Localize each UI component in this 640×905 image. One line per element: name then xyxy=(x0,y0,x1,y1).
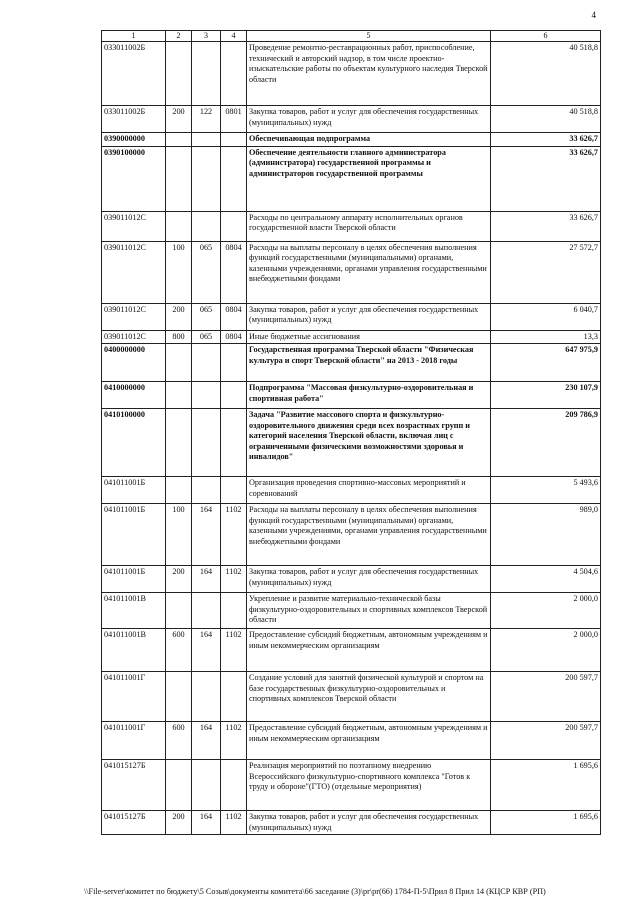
row-col4-cell: 0804 xyxy=(221,241,247,303)
row-code-cell: 039011012С xyxy=(102,241,166,303)
row-name-cell: Иные бюджетные ассигнования xyxy=(247,330,491,344)
row-name-cell: Реализация мероприятий по поэтапному внедрению Всероссийского физкультурно-спортивного комплекса "Готов к труду и обороне"(ГТО) (отдельные мероприятия) xyxy=(247,760,491,811)
table-row xyxy=(102,504,601,566)
row-name-cell: Закупка товаров, работ и услуг для обеспечения государственных (муниципальных) нужд xyxy=(247,303,491,330)
row-col4-cell: 1102 xyxy=(221,504,247,566)
row-amount-cell: 1 695,6 xyxy=(491,760,601,811)
row-col3-cell: 164 xyxy=(192,504,221,566)
row-amount-cell: 5 493,6 xyxy=(491,477,601,504)
row-col2-cell: 100 xyxy=(166,504,192,566)
row-amount-cell: 33 626,7 xyxy=(491,211,601,241)
row-col3-cell xyxy=(192,760,221,811)
row-col4-cell xyxy=(221,760,247,811)
row-col4-cell xyxy=(221,382,247,409)
budget-table xyxy=(101,30,601,835)
row-col2-cell: 800 xyxy=(166,330,192,344)
row-col3-cell xyxy=(192,211,221,241)
page-number: 4 xyxy=(591,10,596,20)
row-col3-cell: 164 xyxy=(192,811,221,835)
row-code-cell: 0410100000 xyxy=(102,409,166,477)
row-name-cell: Обеспечивающая подпрограмма xyxy=(247,133,491,147)
row-name-cell: Предоставление субсидий бюджетным, автономным учреждениям и иным некоммерческим организациям xyxy=(247,722,491,760)
row-col4-cell: 1102 xyxy=(221,629,247,672)
table-row xyxy=(102,382,601,409)
row-col4-cell xyxy=(221,477,247,504)
row-name-cell: Организация проведения спортивно-массовых мероприятий и соревнований xyxy=(247,477,491,504)
row-amount-cell: 27 572,7 xyxy=(491,241,601,303)
row-amount-cell: 200 597,7 xyxy=(491,672,601,722)
row-col4-cell: 1102 xyxy=(221,722,247,760)
row-col3-cell: 065 xyxy=(192,303,221,330)
row-code-cell: 039011012С xyxy=(102,211,166,241)
row-name-cell: Закупка товаров, работ и услуг для обеспечения государственных (муниципальных) нужд xyxy=(247,566,491,593)
row-code-cell: 041011001Г xyxy=(102,722,166,760)
row-col2-cell: 200 xyxy=(166,811,192,835)
row-amount-cell: 33 626,7 xyxy=(491,133,601,147)
header-cell: 2 xyxy=(166,31,192,42)
table-row xyxy=(102,593,601,629)
table-row xyxy=(102,629,601,672)
header-cell: 3 xyxy=(192,31,221,42)
row-col4-cell xyxy=(221,409,247,477)
row-name-cell: Укрепление и развитие материально-технической базы физкультурно-оздоровительных и спортивных комплексов Тверской области xyxy=(247,593,491,629)
row-code-cell: 041011001В xyxy=(102,593,166,629)
row-col3-cell: 164 xyxy=(192,722,221,760)
table-row xyxy=(102,344,601,382)
row-col3-cell: 065 xyxy=(192,330,221,344)
row-name-cell: Закупка товаров, работ и услуг для обеспечения государственных (муниципальных) нужд xyxy=(247,811,491,835)
row-name-cell: Расходы по центральному аппарату исполнительных органов государственной власти Тверской области xyxy=(247,211,491,241)
row-col2-cell: 600 xyxy=(166,629,192,672)
row-col3-cell xyxy=(192,593,221,629)
row-code-cell: 041011001В xyxy=(102,629,166,672)
row-col3-cell xyxy=(192,409,221,477)
header-cell: 6 xyxy=(491,31,601,42)
row-col2-cell xyxy=(166,477,192,504)
table-row xyxy=(102,330,601,344)
row-col3-cell: 164 xyxy=(192,629,221,672)
row-col3-cell: 122 xyxy=(192,106,221,133)
row-code-cell: 041011001Б xyxy=(102,566,166,593)
row-name-cell: Задача "Развитие массового спорта и физкультурно-оздоровительного движения среди всех возрастных групп и категорий населения Тверской области, включая лиц с ограниченными физическими возможностями здоровья и инвалидов" xyxy=(247,409,491,477)
row-col4-cell xyxy=(221,133,247,147)
row-col2-cell xyxy=(166,593,192,629)
row-amount-cell: 2 000,0 xyxy=(491,593,601,629)
row-code-cell: 0400000000 xyxy=(102,344,166,382)
row-name-cell: Расходы на выплаты персоналу в целях обеспечения выполнения функций государственными (муниципальными) органами, казенными учреждениями, органами управления государственными внебюджетными фондами xyxy=(247,241,491,303)
row-amount-cell: 13,3 xyxy=(491,330,601,344)
row-name-cell: Предоставление субсидий бюджетным, автономным учреждениям и иным некоммерческим организациям xyxy=(247,629,491,672)
row-col4-cell xyxy=(221,211,247,241)
row-col2-cell xyxy=(166,211,192,241)
row-code-cell: 039011012С xyxy=(102,330,166,344)
row-amount-cell: 230 107,9 xyxy=(491,382,601,409)
header-cell: 1 xyxy=(102,31,166,42)
table-row xyxy=(102,566,601,593)
row-col2-cell: 200 xyxy=(166,566,192,593)
row-col3-cell xyxy=(192,344,221,382)
row-col3-cell xyxy=(192,146,221,211)
row-code-cell: 0410000000 xyxy=(102,382,166,409)
row-name-cell: Создание условий для занятий физической культурой и спортом на базе государственных физкультурно-оздоровительных и спортивных комплексов Тверской области xyxy=(247,672,491,722)
row-amount-cell: 33 626,7 xyxy=(491,146,601,211)
row-col2-cell: 200 xyxy=(166,106,192,133)
row-code-cell: 039011012С xyxy=(102,303,166,330)
file-path-footer: \\File-server\комитет по бюджету\5 Созыв\документы комитета\66 заседание (3)\pr\pr(66) 1784-П-5\Прил 8 Прил 14 (КЦСР КВР (РП) xyxy=(84,887,546,896)
row-name-cell: Подпрограмма "Массовая физкультурно-оздоровительная и спортивная работа" xyxy=(247,382,491,409)
row-name-cell: Закупка товаров, работ и услуг для обеспечения государственных (муниципальных) нужд xyxy=(247,106,491,133)
row-col2-cell: 100 xyxy=(166,241,192,303)
row-amount-cell: 209 786,9 xyxy=(491,409,601,477)
row-name-cell: Проведение ремонтно-реставрационных работ, приспособление, технический и авторский надзор, в том числе проектно-изыскательские работы по объектам культурного наследия Тверской области xyxy=(247,42,491,106)
row-col3-cell xyxy=(192,133,221,147)
table-row xyxy=(102,211,601,241)
row-col3-cell xyxy=(192,382,221,409)
row-col4-cell xyxy=(221,672,247,722)
table-row xyxy=(102,672,601,722)
row-code-cell: 041011001Б xyxy=(102,504,166,566)
row-col4-cell: 0804 xyxy=(221,330,247,344)
table-row xyxy=(102,241,601,303)
row-col4-cell xyxy=(221,593,247,629)
row-amount-cell: 40 518,8 xyxy=(491,106,601,133)
row-code-cell: 041015127Б xyxy=(102,760,166,811)
row-code-cell: 033011002Б xyxy=(102,106,166,133)
table-row xyxy=(102,303,601,330)
row-col4-cell xyxy=(221,344,247,382)
row-col4-cell: 1102 xyxy=(221,566,247,593)
row-col2-cell xyxy=(166,382,192,409)
table-row xyxy=(102,106,601,133)
table-row xyxy=(102,811,601,835)
header-cell: 4 xyxy=(221,31,247,42)
row-code-cell: 041011001Б xyxy=(102,477,166,504)
row-col2-cell xyxy=(166,672,192,722)
row-col4-cell xyxy=(221,42,247,106)
row-amount-cell: 40 518,8 xyxy=(491,42,601,106)
table-row xyxy=(102,760,601,811)
row-col4-cell: 0804 xyxy=(221,303,247,330)
row-col4-cell: 1102 xyxy=(221,811,247,835)
row-col2-cell xyxy=(166,42,192,106)
table-row xyxy=(102,133,601,147)
row-col3-cell: 164 xyxy=(192,566,221,593)
row-code-cell: 041015127Б xyxy=(102,811,166,835)
row-amount-cell: 6 040,7 xyxy=(491,303,601,330)
table-row xyxy=(102,477,601,504)
row-amount-cell: 200 597,7 xyxy=(491,722,601,760)
row-col4-cell: 0801 xyxy=(221,106,247,133)
header-cell: 5 xyxy=(247,31,491,42)
table-row xyxy=(102,722,601,760)
row-amount-cell: 2 000,0 xyxy=(491,629,601,672)
row-amount-cell: 4 504,6 xyxy=(491,566,601,593)
row-col2-cell xyxy=(166,133,192,147)
row-col2-cell: 600 xyxy=(166,722,192,760)
row-code-cell: 0390100000 xyxy=(102,146,166,211)
row-col2-cell: 200 xyxy=(166,303,192,330)
table-header-row xyxy=(102,31,601,42)
row-col2-cell xyxy=(166,760,192,811)
row-code-cell: 0390000000 xyxy=(102,133,166,147)
row-amount-cell: 647 975,9 xyxy=(491,344,601,382)
row-col3-cell xyxy=(192,42,221,106)
row-code-cell: 033011002Б xyxy=(102,42,166,106)
row-code-cell: 041011001Г xyxy=(102,672,166,722)
table-row xyxy=(102,409,601,477)
table-row xyxy=(102,146,601,211)
row-col2-cell xyxy=(166,344,192,382)
row-name-cell: Государственная программа Тверской области "Физическая культура и спорт Тверской области" на 2013 - 2018 годы xyxy=(247,344,491,382)
row-name-cell: Обеспечение деятельности главного администратора (администратора) государственной программы и администраторов государственной программы xyxy=(247,146,491,211)
row-col3-cell xyxy=(192,672,221,722)
row-amount-cell: 989,0 xyxy=(491,504,601,566)
row-col3-cell xyxy=(192,477,221,504)
row-amount-cell: 1 695,6 xyxy=(491,811,601,835)
row-col2-cell xyxy=(166,146,192,211)
row-col2-cell xyxy=(166,409,192,477)
row-col4-cell xyxy=(221,146,247,211)
table-row xyxy=(102,42,601,106)
row-col3-cell: 065 xyxy=(192,241,221,303)
row-name-cell: Расходы на выплаты персоналу в целях обеспечения выполнения функций государственными (муниципальными) органами, казенными учреждениями, органами управления государственными внебюджетными фондами xyxy=(247,504,491,566)
